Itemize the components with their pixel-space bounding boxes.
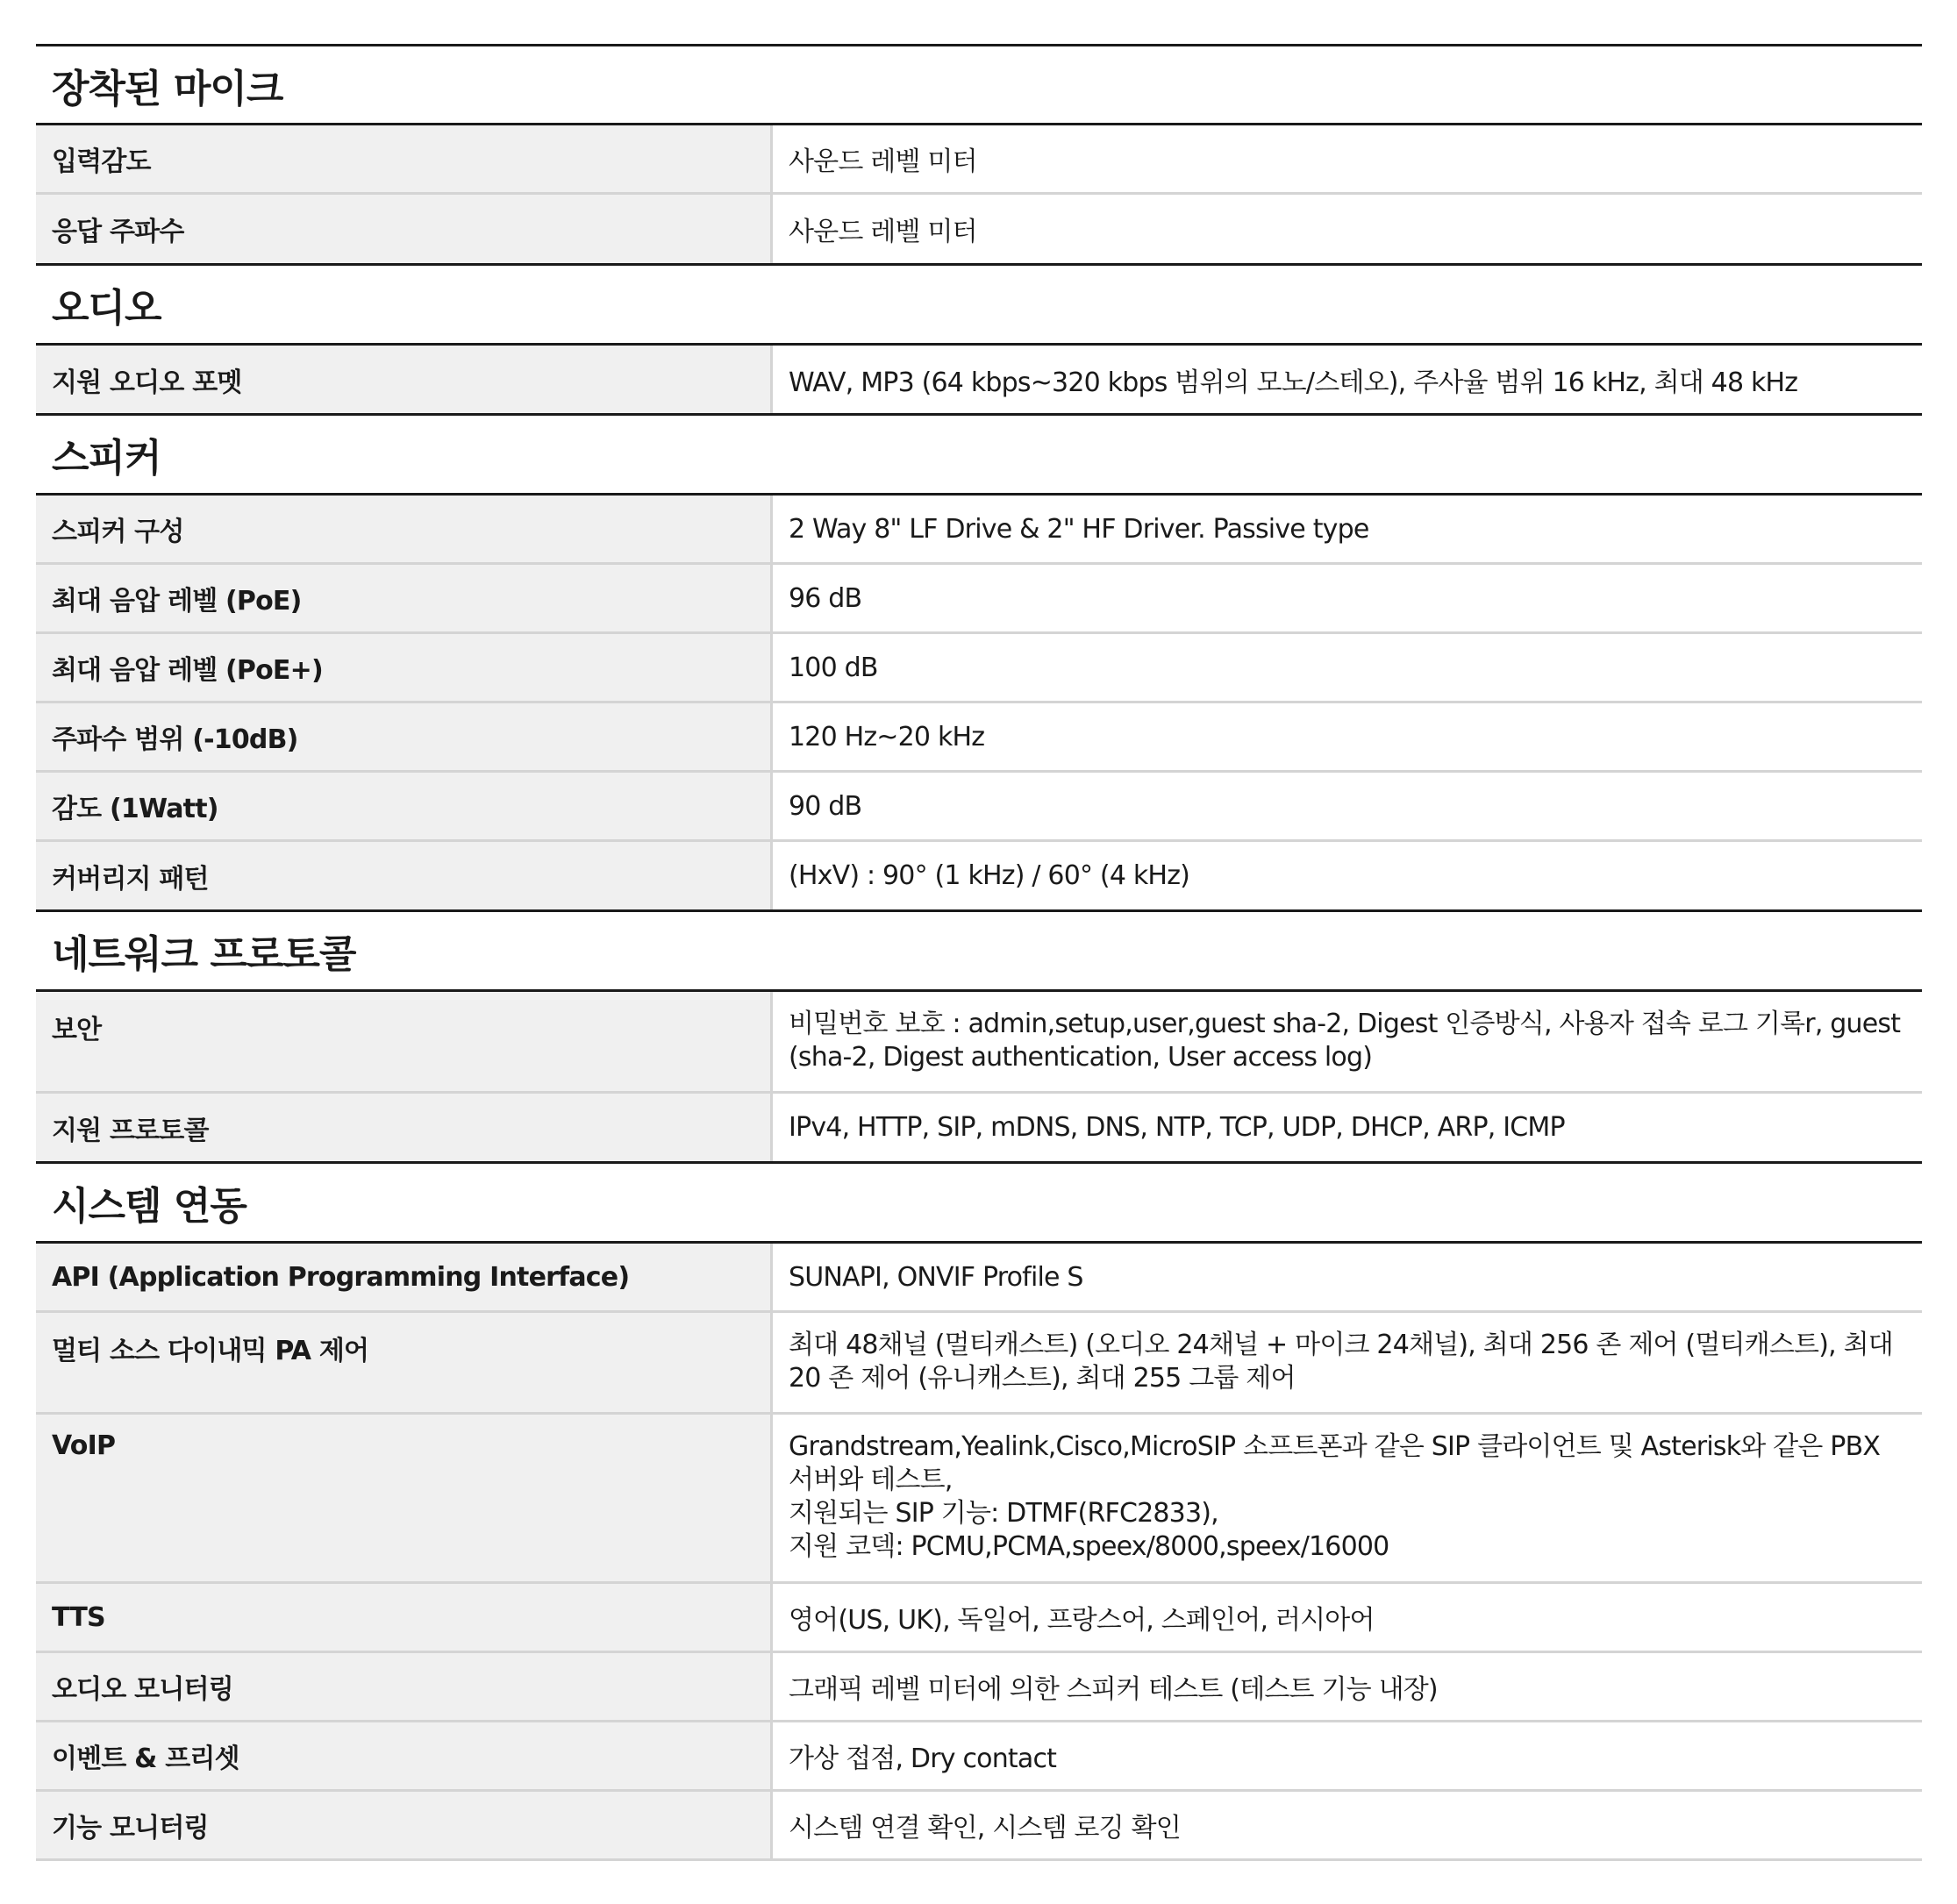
spec-value [773, 1313, 1922, 1412]
spec-label: 지원 프로토콜 [36, 1094, 773, 1161]
value-line: 20 존 제어 (유니캐스트), 최대 255 그룹 제어 [789, 1363, 1296, 1394]
spec-row [36, 1244, 1922, 1313]
spec-row [36, 773, 1922, 842]
spec-value: IPv4, HTTP, SIP, mDNS, DNS, NTP, TCP, UDP, DHCP, ARP, ICMP [789, 1112, 1565, 1143]
spec-value: 영어(US, UK), 독일어, 프랑스어, 스페인어, 러시아어 [789, 1605, 1375, 1636]
spec-label: 멀티 소스 다이내믹 PA 제어 [36, 1313, 773, 1412]
spec-row [36, 195, 1922, 263]
spec-label: 기능 모니터링 [36, 1792, 773, 1858]
spec-row [36, 565, 1922, 634]
spec-value [773, 1415, 1922, 1581]
spec-value: (HxV) : 90° (1 kHz) / 60° (4 kHz) [789, 860, 1190, 891]
spec-value [773, 992, 1922, 1091]
spec-row [36, 346, 1922, 413]
spec-label: 입력감도 [36, 125, 773, 192]
spec-label: VoIP [36, 1415, 773, 1581]
section-header-system: 시스템 연동 [36, 1161, 1922, 1244]
spec-row [36, 842, 1922, 909]
spec-value: WAV, MP3 (64 kbps~320 kbps 범위의 모노/스테오), 주사율 범위 16 kHz, 최대 48 kHz [789, 367, 1798, 398]
spec-value: 사운드 레벨 미터 [789, 217, 977, 247]
spec-row [36, 496, 1922, 565]
spec-label: 커버리지 패턴 [36, 842, 773, 909]
spec-row [36, 1584, 1922, 1653]
value-line: 최대 48채널 (멀티캐스트) (오디오 24채널 + 마이크 24채널), 최대 256 존 제어 (멀티캐스트), 최대 [789, 1330, 1893, 1360]
spec-document [36, 44, 1922, 1861]
value-line: 지원되는 SIP 기능: DTMF(RFC2833), [789, 1498, 1218, 1529]
spec-row [36, 1094, 1922, 1161]
spec-label: 최대 음압 레벨 (PoE) [36, 565, 773, 631]
spec-label: 이벤트 & 프리셋 [36, 1722, 773, 1789]
value-line: (sha-2, Digest authentication, User access log) [789, 1042, 1373, 1073]
section-header-speaker: 스피커 [36, 413, 1922, 496]
section-header-network: 네트워크 프로토콜 [36, 909, 1922, 992]
spec-value: 2 Way 8" LF Drive & 2" HF Driver. Passive type [789, 513, 1369, 545]
value-line: Grandstream,Yealink,Cisco,MicroSIP 소프트폰과 같은 SIP 클라이언트 및 Asterisk와 같은 PBX [789, 1431, 1881, 1462]
spec-label: 지원 오디오 포멧 [36, 346, 773, 413]
spec-value: 96 dB [789, 582, 862, 614]
spec-value: 그래픽 레벨 미터에 의한 스피커 테스트 (테스트 기능 내장) [789, 1674, 1438, 1705]
spec-label: 응답 주파수 [36, 195, 773, 263]
spec-row [36, 634, 1922, 703]
spec-label: 최대 음압 레벨 (PoE+) [36, 634, 773, 701]
spec-value: SUNAPI, ONVIF Profile S [789, 1261, 1083, 1293]
spec-label: 주파수 범위 (-10dB) [36, 703, 773, 770]
spec-value: 가상 접점, Dry contact [789, 1744, 1057, 1774]
value-line: 서버와 테스트, [789, 1465, 953, 1495]
spec-value: 100 dB [789, 652, 878, 683]
spec-value: 90 dB [789, 790, 862, 822]
section-header-mic: 장착된 마이크 [36, 44, 1922, 125]
spec-value: 사운드 레벨 미터 [789, 146, 977, 177]
spec-row [36, 1792, 1922, 1861]
spec-row [36, 703, 1922, 773]
spec-label: 감도 (1Watt) [36, 773, 773, 839]
spec-label: 스피커 구성 [36, 496, 773, 562]
spec-value: 120 Hz~20 kHz [789, 721, 985, 752]
spec-label: 오디오 모니터링 [36, 1653, 773, 1720]
value-line: 비밀번호 보호 : admin,setup,user,guest sha-2, Digest 인증방식, 사용자 접속 로그 기록r, guest [789, 1009, 1901, 1039]
spec-row [36, 125, 1922, 195]
section-header-audio: 오디오 [36, 263, 1922, 346]
spec-label: 보안 [36, 992, 773, 1091]
spec-value: 시스템 연결 확인, 시스템 로깅 확인 [789, 1813, 1181, 1843]
spec-row [36, 1313, 1922, 1415]
spec-label: TTS [36, 1584, 773, 1651]
spec-row [36, 1415, 1922, 1584]
spec-row [36, 1653, 1922, 1722]
spec-row [36, 1722, 1922, 1792]
spec-row [36, 992, 1922, 1094]
value-line: 지원 코덱: PCMU,PCMA,speex/8000,speex/16000 [789, 1531, 1389, 1562]
spec-label: API (Application Programming Interface) [36, 1244, 773, 1310]
